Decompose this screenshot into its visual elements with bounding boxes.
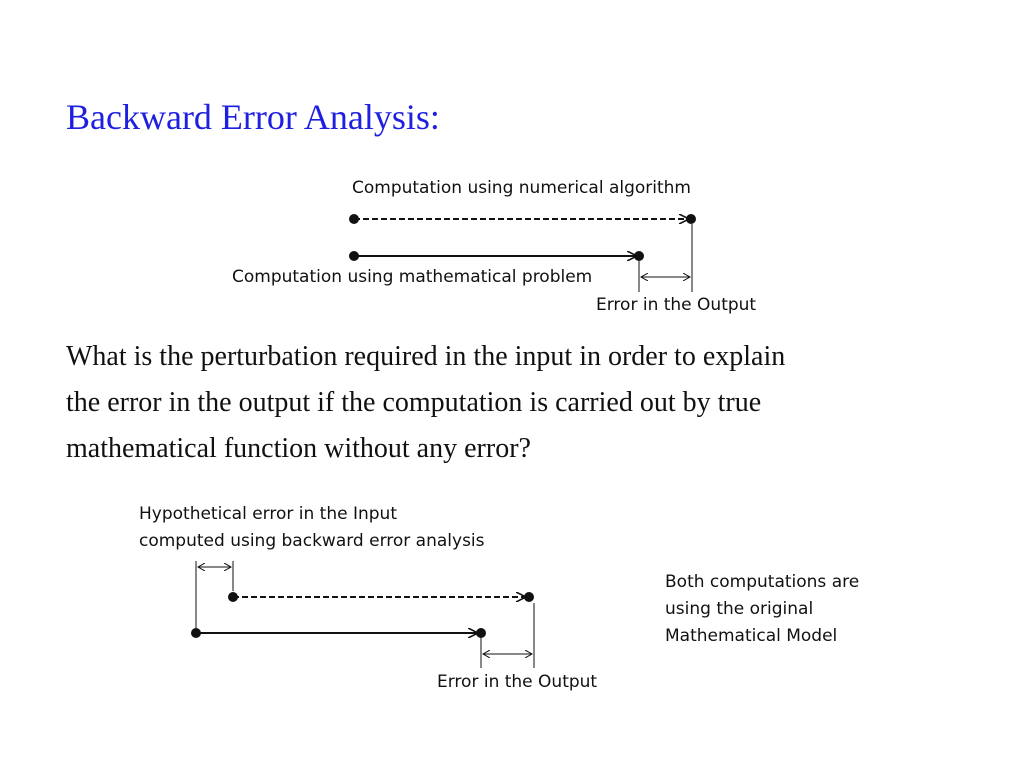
output-error-label-1: Error in the Output bbox=[596, 295, 757, 315]
model-note-line: Mathematical Model bbox=[665, 626, 838, 646]
end-dot bbox=[524, 592, 534, 602]
numerical-algorithm-label: Computation using numerical algorithm bbox=[352, 178, 691, 198]
start-dot bbox=[349, 214, 359, 224]
start-dot bbox=[349, 251, 359, 261]
end-dot bbox=[476, 628, 486, 638]
question-line: the error in the output if the computation is carried out by true bbox=[66, 387, 762, 418]
input-error-line: Hypothetical error in the Input bbox=[139, 504, 397, 524]
input-error-line: computed using backward error analysis bbox=[139, 531, 485, 551]
end-dot bbox=[686, 214, 696, 224]
diagram-2 bbox=[191, 561, 534, 668]
question-line: What is the perturbation required in the input in order to explain bbox=[66, 341, 786, 372]
question-line: mathematical function without any error? bbox=[66, 433, 531, 464]
output-error-label-2: Error in the Output bbox=[437, 672, 598, 692]
model-note-line: using the original bbox=[665, 599, 814, 619]
mathematical-problem-label: Computation using mathematical problem bbox=[232, 267, 593, 287]
page-title: Backward Error Analysis: bbox=[66, 97, 440, 137]
start-dot bbox=[191, 628, 201, 638]
end-dot bbox=[634, 251, 644, 261]
model-note-line: Both computations are bbox=[665, 572, 860, 592]
start-dot bbox=[228, 592, 238, 602]
diagram-1 bbox=[349, 214, 696, 292]
